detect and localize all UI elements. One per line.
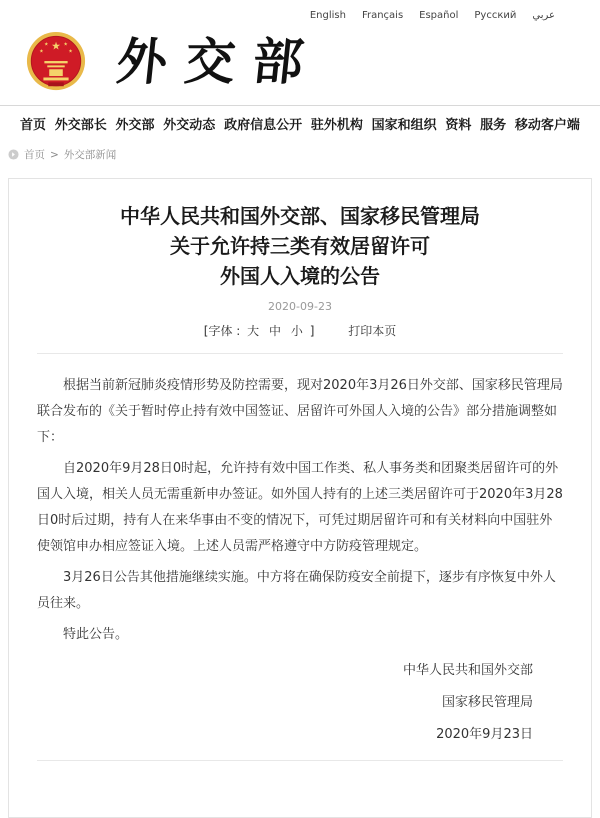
svg-text:★: ★ xyxy=(44,42,49,48)
nav-item-diplomatic-activities[interactable]: 外交动态 xyxy=(163,118,216,133)
breadcrumb-home-icon xyxy=(8,149,19,160)
svg-text:★: ★ xyxy=(68,48,73,54)
nav-item-gov-info-disclosure[interactable]: 政府信息公开 xyxy=(224,118,303,133)
font-size-medium-button[interactable]: 中 xyxy=(269,324,282,338)
nav-item-services[interactable]: 服务 xyxy=(480,118,507,133)
lang-spanish[interactable]: Español xyxy=(419,10,459,21)
announcement-panel xyxy=(8,178,592,818)
nav-item-resources[interactable]: 资料 xyxy=(445,118,472,133)
breadcrumb xyxy=(0,142,600,170)
signature-immigration-admin: 国家移民管理局 xyxy=(441,695,533,710)
article-date: 2020-09-23 xyxy=(268,300,332,313)
nav-item-countries-orgs[interactable]: 国家和组织 xyxy=(371,118,437,133)
paragraph-1: 根据当前新冠肺炎疫情形势及防控需要，现对2020年3月26日外交部、国家移民管理局联合发布的《关于暂时停止持有效中国签证、居留许可外国人入境的公告》部分措施调整如下： xyxy=(37,378,563,445)
paragraph-4: 特此公告。 xyxy=(63,627,129,642)
svg-text:★: ★ xyxy=(39,48,44,54)
bottom-divider xyxy=(37,760,563,761)
font-size-label: [字体 : xyxy=(203,324,241,338)
svg-text:★: ★ xyxy=(51,38,61,52)
lang-french[interactable]: Français xyxy=(361,10,404,21)
nav-item-foreign-minister[interactable]: 外交部长 xyxy=(54,118,107,133)
title-line-3: 外国人入境的公告 xyxy=(220,264,380,288)
title-line-2: 关于允许持三类有效居留许可 xyxy=(170,234,430,258)
article-title xyxy=(37,201,563,291)
paragraph-2: 自2020年9月28日0时起，允许持有效中国工作类、私人事务类和团聚类居留许可的外国人入境，相关人员无需重新申办签证。如外国人持有的上述三类居留许可于2020年3月28日0时后过期，持有人在来华事由不变的情况下，可凭过期居留许可和有关材料向中国驻外使领馆申办相应签证入境。上述人员需严格遵守中方防疫管理规定。 xyxy=(37,461,563,554)
signature-ministry: 中华人民共和国外交部 xyxy=(402,663,533,678)
mfa-calligraphy-text: 外交部 xyxy=(113,31,325,91)
main-nav xyxy=(0,105,600,142)
nav-item-ministry[interactable]: 外交部 xyxy=(115,118,155,133)
lang-russian[interactable]: Русский xyxy=(474,10,517,21)
title-line-1: 中华人民共和国外交部、国家移民管理局 xyxy=(120,204,480,228)
breadcrumb-home[interactable]: 首页 xyxy=(24,149,45,161)
font-size-bracket-close: ] xyxy=(309,324,315,338)
nav-item-missions-abroad[interactable]: 驻外机构 xyxy=(310,118,363,133)
article-body xyxy=(37,373,563,648)
lang-arabic[interactable]: عربي xyxy=(532,10,555,21)
article-toolbar xyxy=(37,322,563,339)
signature-date: 2020年9月23日 xyxy=(436,727,533,742)
breadcrumb-separator: > xyxy=(50,148,59,161)
lang-english[interactable]: English xyxy=(309,10,346,21)
nav-item-mobile-client[interactable]: 移动客户端 xyxy=(514,118,580,133)
nav-item-home[interactable]: 首页 xyxy=(20,118,47,133)
print-page-button[interactable]: 打印本页 xyxy=(348,324,397,338)
breadcrumb-current: 外交部新闻 xyxy=(63,149,117,161)
font-size-small-button[interactable]: 小 xyxy=(290,324,303,338)
svg-text:★: ★ xyxy=(63,42,68,48)
title-body-divider xyxy=(37,353,563,354)
site-header xyxy=(0,21,600,105)
signature-block xyxy=(37,664,563,742)
mfa-logo[interactable] xyxy=(25,31,325,93)
language-bar xyxy=(0,0,600,21)
font-size-large-button[interactable]: 大 xyxy=(247,324,260,338)
national-emblem-icon xyxy=(25,31,87,93)
paragraph-3: 3月26日公告其他措施继续实施。中方将在确保防疫安全前提下，逐步有序恢复中外人员往来。 xyxy=(37,570,556,611)
